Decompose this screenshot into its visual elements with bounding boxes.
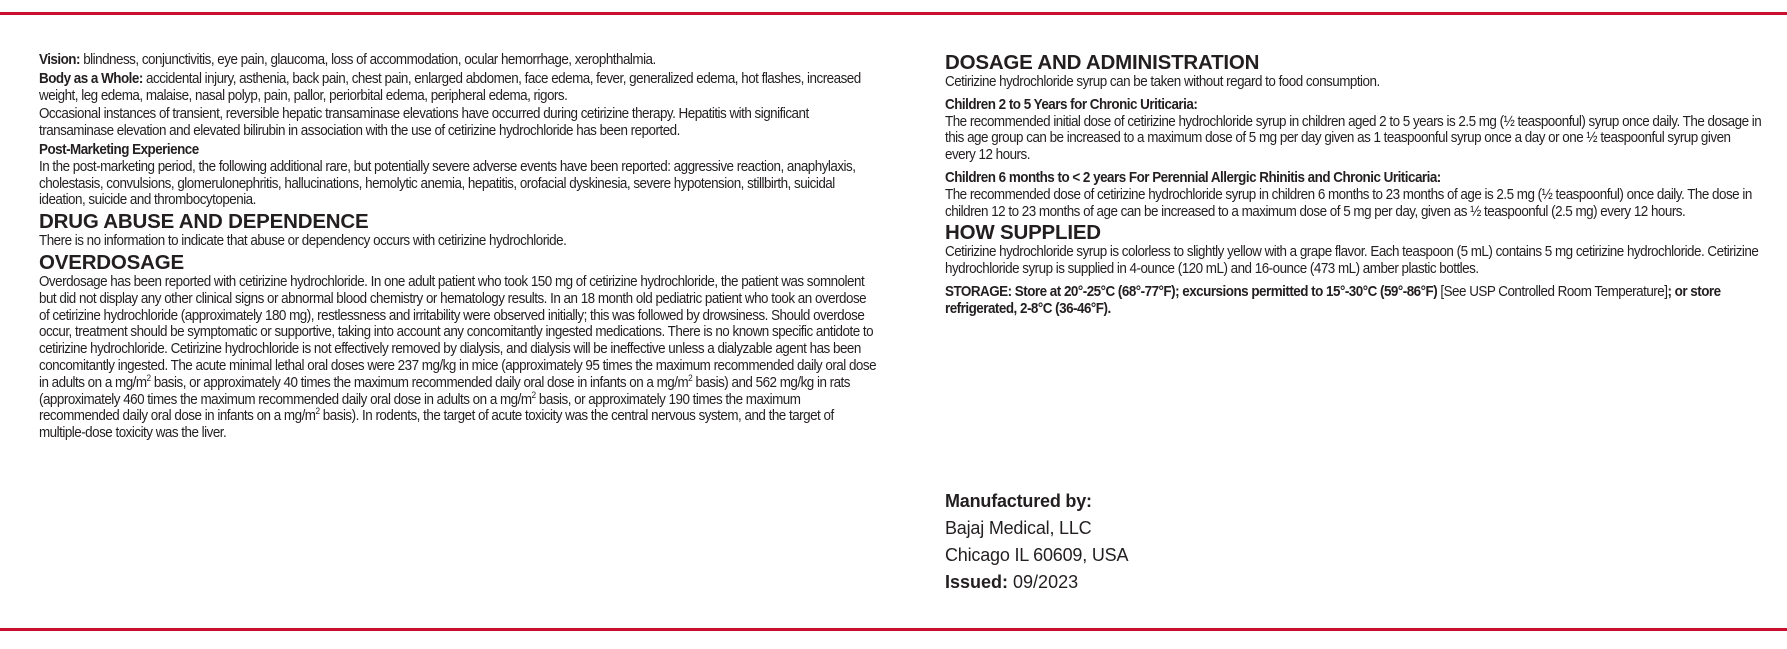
body-whole-text: accidental injury, asthenia, back pain, chest pain, enlarged abdomen, face edema, fever, generalized edema, hot flashes, increased weight, leg edema, malaise, nasal polyp, pain, pallor, periorbital edema, peripheral edema, rigors. [39,70,861,104]
children-6m-2y-text: The recommended dose of cetirizine hydrochloride syrup in children 6 months to 23 months of age is 2.5 mg (½ teaspoonful) once daily. The dose in children 12 to 23 months of age can be increased to a maximum dose of 5 mg per day, given as ½ teaspoonful (2.5 mg) every 12 hours. [945,186,1752,220]
drug-abuse-text: There is no information to indicate that abuse or dependency occurs with cetirizine hydrochloride. [39,233,567,250]
manufacturer-name: Bajaj Medical, LLC [945,518,1092,538]
vision-paragraph [39,52,879,69]
issued-line [945,572,1078,593]
bottom-border-rule [0,628,1787,631]
hepatic-paragraph: Occasional instances of transient, reversible hepatic transaminase elevations have occurred during cetirizine therapy. Hepatitis with significant transaminase elevation and elevated bilirubin in association with the use of cetirizine hydrochloride has been reported. [39,106,809,140]
manufacturer-address: Chicago IL 60609, USA [945,545,1129,565]
children-2-5-text: The recommended initial dose of cetirizine hydrochloride syrup in children aged 2 to 5 years is 2.5 mg (½ teaspoonful) syrup once daily. The dosage in this age group can be increased to a maximum dose of 5 mg per day given as 1 teaspoonful syrup once a day or one ½ teaspoonful syrup given every 12 hours. [945,113,1762,164]
dosage-intro: Cetirizine hydrochloride syrup can be taken without regard to food consumption. [945,74,1380,90]
storage-paragraph: STORAGE: Store at 20°-25°C (68°-77°F); excursions permitted to 15°-30°C (59°-86°F) [See USP Controlled Room Temperature]; or store refrigerated, 2-8°C (36-46°F). [945,283,1721,317]
manufacturer-block [945,488,1128,569]
children-2-5-heading: Children 2 to 5 Years for Chronic Uriticaria: [945,96,1198,113]
dosage-title: DOSAGE AND ADMINISTRATION [945,51,1260,74]
body-whole-paragraph [39,71,879,105]
overdosage-title: OVERDOSAGE [39,250,184,274]
vision-text: blindness, conjunctivitis, eye pain, glaucoma, loss of accommodation, ocular hemorrhage, xerophthalmia. [79,52,656,68]
issued-date: 09/2023 [1008,572,1079,592]
drug-abuse-title: DRUG ABUSE AND DEPENDENCE [39,210,369,234]
how-supplied-text: Cetirizine hydrochloride syrup is colorless to slightly yellow with a grape flavor. Each teaspoon (5 mL) contains 5 mg cetirizine hydrochloride. Cetirizine hydrochloride syrup is supplied in 4-ounce (120 mL) and 16-ounce (473 mL) amber plastic bottles. [945,244,1759,278]
body-whole-label: Body as a Whole: [39,70,143,87]
manufacturer-heading: Manufactured by: [945,491,1092,511]
overdosage-text: Overdosage has been reported with cetirizine hydrochloride. In one adult patient who took 150 mg of cetirizine hydrochloride, the patient was somnolent but did not display any other clinical signs or abnormal blood chemistry or hematology results. In an 18 month old pediatric patient who took an overdose of cetirizine hydrochloride (approximately 180 mg), restlessness and irritability were observed initially; this was followed by drowsiness. Should overdose occur, treatment should be symptomatic or supportive, taking into account any concomitantly ingested medications. There is no known specific antidote to cetirizine hydrochloride. Cetirizine hydrochloride is not effectively removed by dialysis, and dialysis will be ineffective unless a dialyzable agent has been concomitantly ingested. The acute minimal lethal oral doses were 237 mg/kg in mice (approximately 95 times the maximum recommended daily oral dose in adults on a $mg/m^2$ basis, or approximately 40 times the maximum recommended daily oral dose in infants on a $mg/m^2$ basis) and 562 mg/kg in rats (approximately 460 times the maximum recommended daily oral dose in adults on a $mg/m^2$ basis, or approximately 190 times the maximum recommended daily oral dose in infants on a $mg/m^2$ basis). In rodents, the target of acute toxicity was the central nervous system, and the target of multiple-dose toxicity was the liver. [39,273,877,442]
post-marketing-heading: Post-Marketing Experience [39,141,199,158]
right-column [945,52,1760,324]
children-6m-2y-heading: Children 6 months to < 2 years For Perennial Allergic Rhinitis and Chronic Uriticaria: [945,169,1441,186]
vision-label: Vision: [39,52,80,68]
top-border-rule [0,12,1787,15]
post-marketing-text: In the post-marketing period, the following additional rare, but potentially severe adverse events have been reported: aggressive reaction, anaphylaxis, cholestasis, convulsions, glomerulonephritis, hallucinations, hemolytic anemia, hepatitis, orofacial dyskinesia, severe hypotension, stillbirth, suicidal ideation, suicide and thrombocytopenia. [39,158,856,209]
issued-label: Issued: [945,572,1009,592]
left-column [39,52,877,448]
how-supplied-title: HOW SUPPLIED [945,221,1101,245]
